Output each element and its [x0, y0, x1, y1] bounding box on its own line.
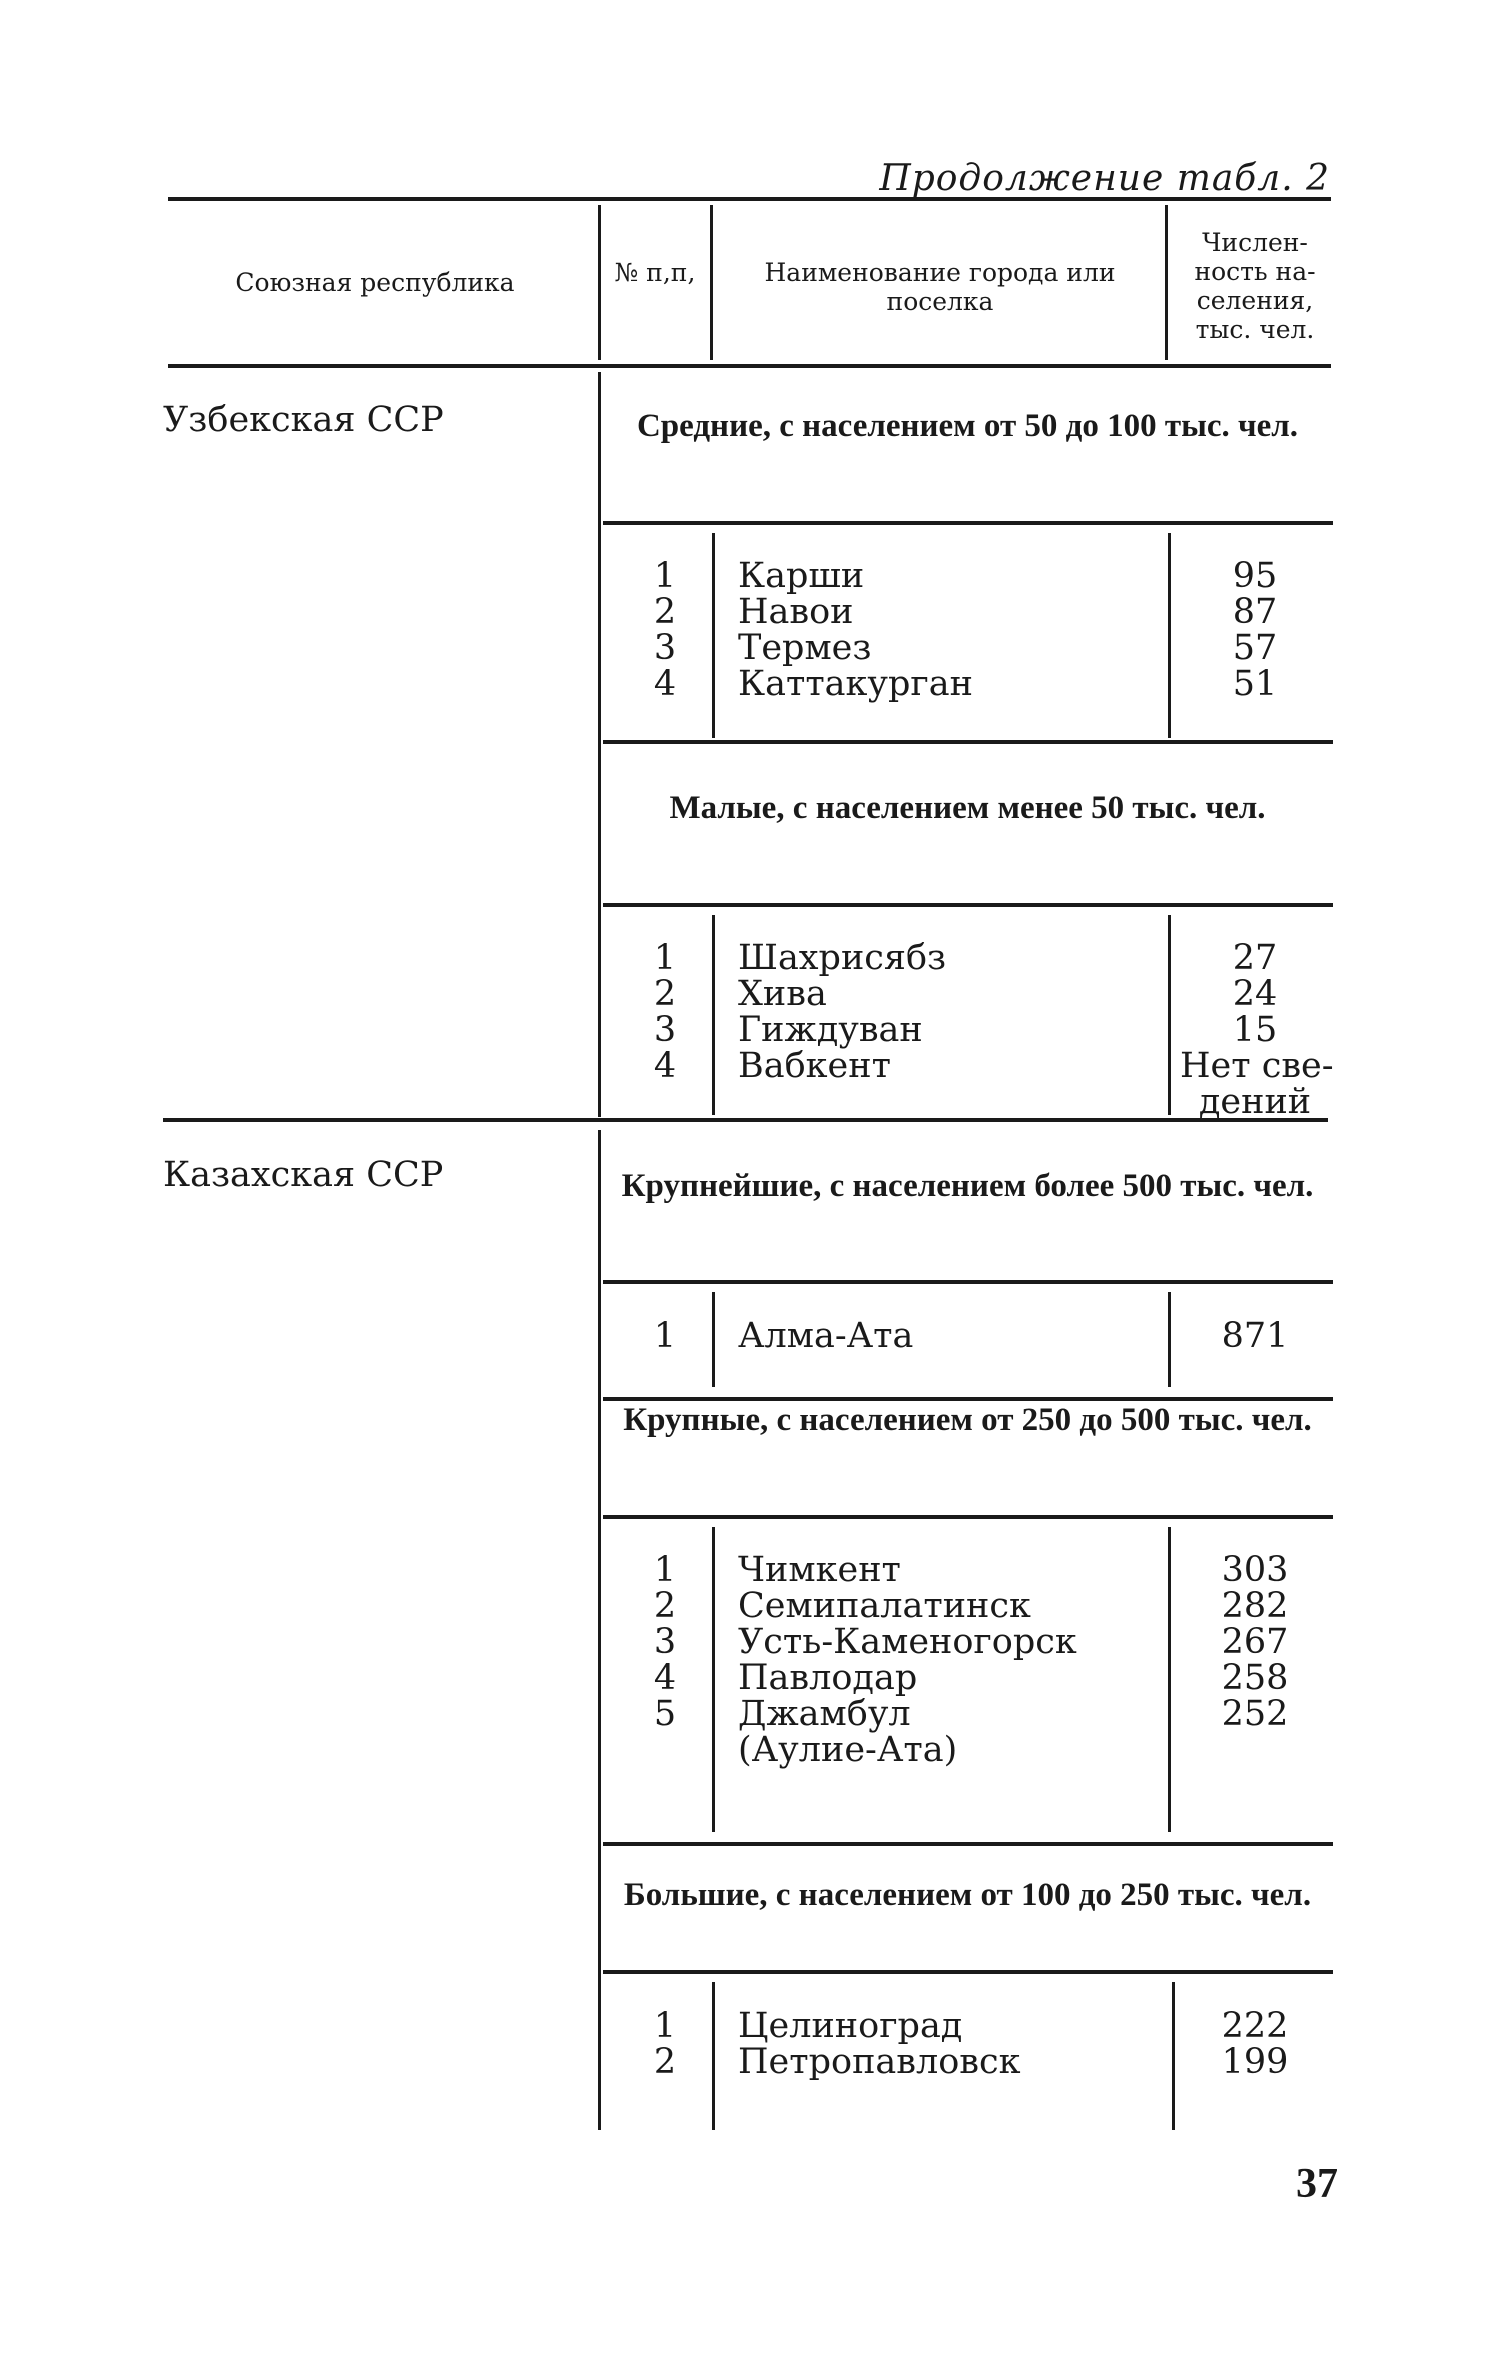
population-value	[1180, 1732, 1330, 1768]
population-value: 51	[1232, 664, 1278, 704]
republic-name: Казахская ССР	[163, 1155, 444, 1195]
city-name: Термез	[738, 628, 872, 668]
row-number: 3	[653, 1622, 677, 1662]
city-name: Гиждуван	[738, 1010, 923, 1050]
city-column	[738, 558, 1178, 702]
population-value: 222	[1221, 2006, 1289, 2046]
row-number: 1	[653, 2006, 677, 2046]
group-title: Большие, с населением от 100 до 250 тыс. чел.	[623, 1877, 1312, 1913]
population-value: 27	[1232, 938, 1278, 978]
republic-column-divider	[598, 372, 601, 1117]
row-number: 4	[653, 1658, 677, 1698]
table-top-rule	[168, 197, 1331, 201]
number-column	[625, 1552, 705, 1768]
column-divider	[712, 1527, 715, 1832]
row-number: 1	[653, 1550, 677, 1590]
group-rule	[603, 1970, 1333, 1974]
population-column	[1180, 1318, 1330, 1354]
number-column	[625, 558, 705, 702]
header-divider	[598, 205, 601, 360]
row-number	[625, 1084, 705, 1120]
city-name	[738, 1084, 1178, 1120]
row-number: 2	[653, 2042, 677, 2082]
group-title: Средние, с населением от 50 до 100 тыс. чел.	[636, 408, 1299, 444]
population-column	[1180, 938, 1334, 1122]
city-name: Шахрисябз	[738, 938, 947, 978]
column-divider	[712, 533, 715, 738]
population-value: 252	[1221, 1694, 1289, 1734]
city-column	[738, 2008, 1178, 2080]
city-column	[738, 1552, 1178, 1768]
city-name: Хива	[738, 974, 827, 1014]
number-column	[625, 2008, 705, 2080]
city-name: Петропавловск	[738, 2042, 1021, 2082]
row-number: 2	[653, 592, 677, 632]
population-value: 267	[1221, 1622, 1289, 1662]
header-number: № п,п,	[614, 258, 696, 287]
row-number	[625, 1732, 705, 1768]
group-rule	[603, 1515, 1333, 1519]
header-bottom-rule	[168, 364, 1331, 368]
republic-name: Узбекская ССР	[163, 400, 444, 440]
city-column	[738, 1318, 1178, 1354]
population-value: 24	[1232, 974, 1278, 1014]
population-value: 258	[1221, 1658, 1289, 1698]
group-rule	[603, 1842, 1333, 1846]
column-divider	[712, 1292, 715, 1387]
header-name: Наименование города или поселка	[764, 258, 1116, 316]
row-number: 5	[653, 1694, 677, 1734]
row-number: 2	[653, 974, 677, 1014]
city-name: Семипалатинск	[738, 1586, 1031, 1626]
header-population: Числен-ность на-селения, тыс. чел.	[1194, 228, 1316, 344]
population-value: 57	[1232, 628, 1278, 668]
population-column	[1180, 1552, 1330, 1768]
column-divider	[712, 915, 715, 1115]
population-value: дений	[1198, 1082, 1312, 1122]
population-value: 303	[1221, 1550, 1289, 1590]
population-value: 871	[1221, 1316, 1289, 1356]
page-number: 37	[1296, 2161, 1338, 2207]
city-name: Чимкент	[738, 1550, 901, 1590]
population-value: 95	[1232, 556, 1278, 596]
group-rule	[603, 740, 1333, 744]
group-rule	[603, 1280, 1333, 1284]
population-value: 87	[1232, 592, 1278, 632]
population-value: 282	[1221, 1586, 1289, 1626]
city-name: Каттакурган	[738, 664, 973, 704]
city-column	[738, 940, 1178, 1120]
continuation-title: Продолжение табл. 2	[879, 158, 1330, 199]
row-number: 4	[653, 664, 677, 704]
group-title: Малые, с населением менее 50 тыс. чел.	[669, 790, 1266, 826]
row-number: 2	[653, 1586, 677, 1626]
city-name: Джамбул	[738, 1694, 911, 1734]
city-name: Вабкент	[738, 1046, 891, 1086]
number-column	[625, 940, 705, 1120]
city-name: Усть-Каменогорск	[738, 1622, 1077, 1662]
group-rule	[603, 1397, 1333, 1401]
row-number: 3	[653, 628, 677, 668]
header-republic: Союзная республика	[235, 268, 515, 297]
population-column	[1180, 558, 1330, 702]
row-number: 1	[653, 938, 677, 978]
population-column	[1180, 2008, 1330, 2080]
header-divider	[1165, 205, 1168, 360]
row-number: 4	[653, 1046, 677, 1086]
population-value: 15	[1232, 1010, 1278, 1050]
header-divider	[710, 205, 713, 360]
group-rule	[603, 903, 1333, 907]
row-number: 1	[653, 556, 677, 596]
population-value: Нет све-	[1180, 1046, 1334, 1086]
city-name: Карши	[738, 556, 865, 596]
city-name: Целиноград	[738, 2006, 963, 2046]
column-divider	[712, 1982, 715, 2130]
group-title: Крупнейшие, с населением более 500 тыс. чел.	[621, 1168, 1314, 1204]
group-title: Крупные, с населением от 250 до 500 тыс. чел.	[623, 1402, 1312, 1438]
group-rule	[603, 521, 1333, 525]
row-number: 1	[653, 1316, 677, 1356]
city-name: (Аулие-Ата)	[738, 1730, 958, 1770]
city-name: Алма-Ата	[738, 1316, 914, 1356]
city-name: Павлодар	[738, 1658, 918, 1698]
city-name: Навои	[738, 592, 854, 632]
population-value: 199	[1221, 2042, 1289, 2082]
row-number: 3	[653, 1010, 677, 1050]
number-column	[625, 1318, 705, 1354]
republic-column-divider	[598, 1130, 601, 2130]
